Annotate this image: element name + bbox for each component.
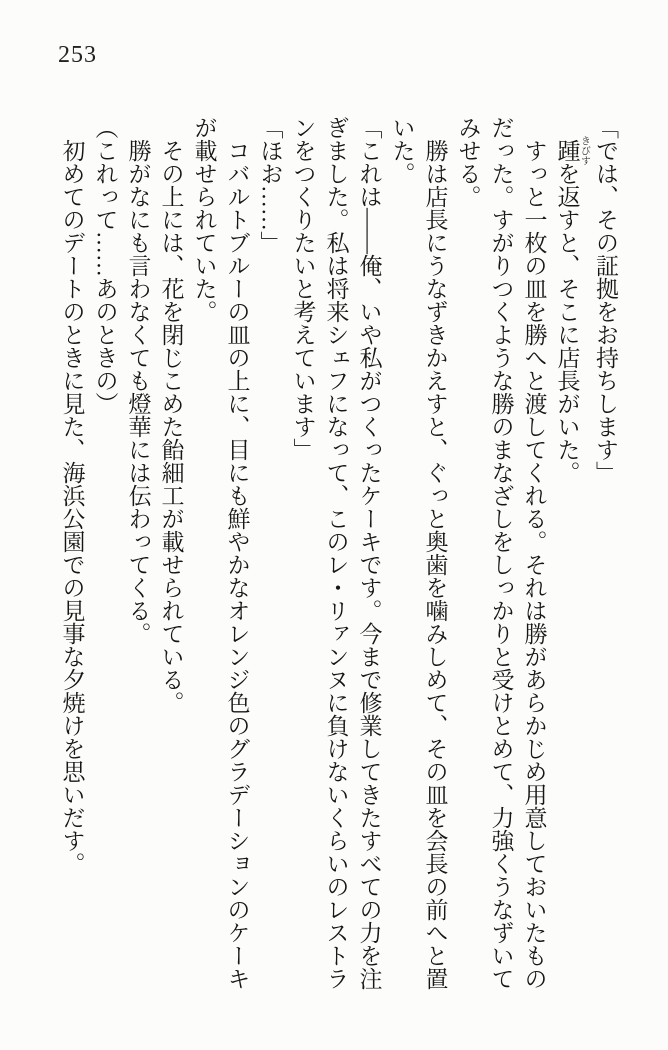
paragraph: すっと一枚の皿を勝へと渡してくれる。それは勝があらかじめ用意しておいたものだった。すがりつくような勝のまなざしをしっかりと受けとめて、力強くうなずいてみせる。 xyxy=(455,116,547,990)
paragraph: 「ほお……」 xyxy=(257,116,283,254)
ruby-annotated-word: 踵 きびす xyxy=(554,135,590,166)
paragraph: コバルトブルーの皿の上に、目にも鮮やかなオレンジ色のグラデーションのケーキが載せられていた。 xyxy=(191,116,250,990)
paragraph: 勝は店長にうなずきかえすと、ぐっと奥歯を噛みしめて、その皿を会長の前へと置いた。 xyxy=(389,116,448,990)
paragraph: 「これは――俺、いや私がつくったケーキです。今まで修業してきたすべての力を注ぎました。私は将来シェフになって、このレ・リァンヌに負けないくらいのレストランをつくりたいと考えています」 xyxy=(290,116,382,990)
paragraph: （これって……あのときの） xyxy=(92,116,118,415)
page-text xyxy=(56,116,623,994)
paragraph: 勝がなにも言わなくても燈華には伝わってくる。 xyxy=(125,116,151,645)
paragraph: 初めてのデートのときに見た、海浜公園での見事な夕焼けを思いだす。 xyxy=(59,116,85,875)
page-number: 253 xyxy=(58,42,97,68)
paragraph: 「では、その証拠をお持ちします」 xyxy=(593,116,618,484)
paragraph: その上には、花を閉じこめた飴細工が載せられている。 xyxy=(158,116,184,714)
paragraph: 踵 きびすを返すと、そこに店長がいた。 xyxy=(554,135,590,484)
